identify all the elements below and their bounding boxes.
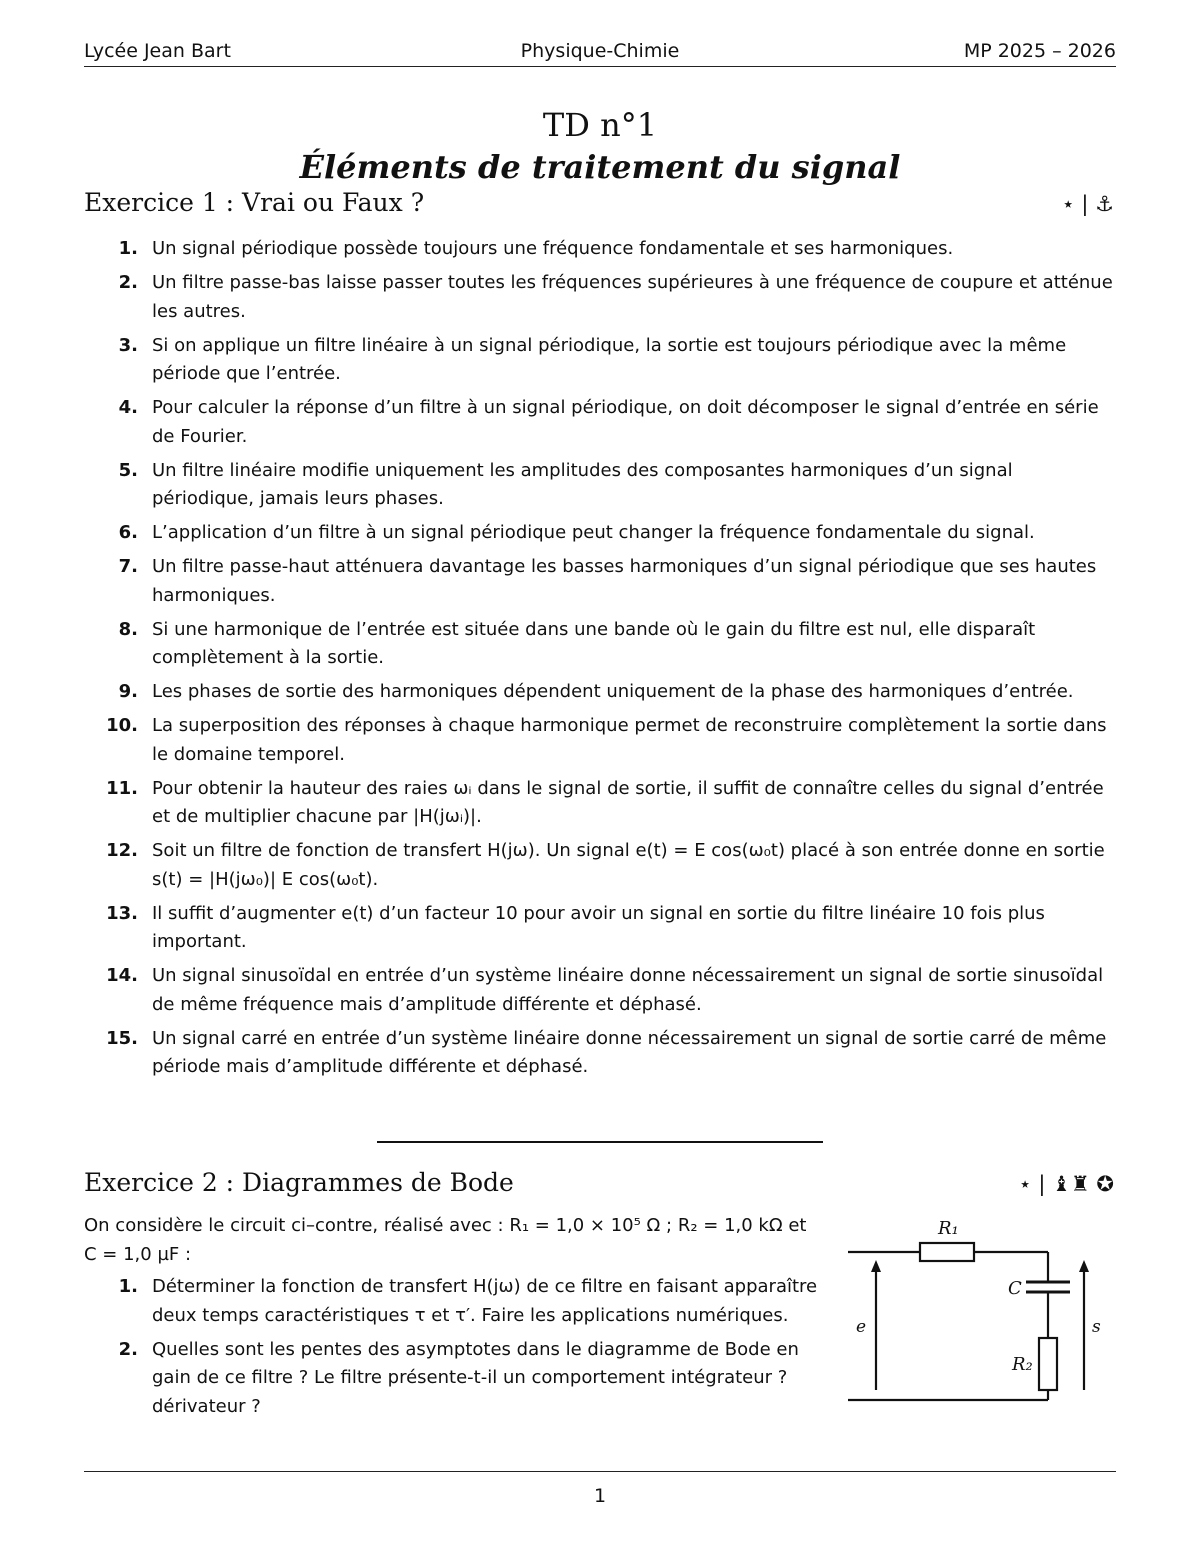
item-text: Un signal sinusoïdal en entrée d’un système linéaire donne nécessairement un signal de sortie sinusoïdal de même fréquence mais d’amplitude différente et déphasé.	[152, 965, 1104, 1015]
item-number: 11.	[106, 777, 138, 799]
item-text: Un filtre linéaire modifie uniquement les amplitudes des composantes harmoniques d’un signal périodique, jamais leurs phases.	[152, 459, 1013, 509]
page-header	[84, 40, 1116, 67]
header-school: Lycée Jean Bart	[84, 40, 231, 62]
list-item	[84, 394, 1118, 451]
list-item	[84, 519, 1118, 548]
exercise-1-title: Exercice 1 : Vrai ou Faux ?	[84, 188, 425, 217]
exercise-2-list	[84, 1273, 820, 1427]
list-item	[84, 900, 1118, 957]
item-text: L’application d’un filtre à un signal périodique peut changer la fréquence fondamentale du signal.	[152, 522, 1035, 543]
exercise-2-intro: On considère le circuit ci–contre, réalisé avec : R₁ = 1,0 × 10⁵ Ω ; R₂ = 1,0 kΩ et C = 1,0 µF :	[84, 1215, 807, 1265]
item-number: 10.	[106, 715, 138, 736]
item-number: 1.	[118, 1276, 138, 1297]
exercise-1-difficulty-icons: ⋆ | ⚓	[1061, 192, 1114, 216]
item-number: 4.	[118, 397, 138, 418]
section-separator	[377, 1141, 823, 1143]
item-number: 7.	[118, 556, 138, 577]
list-item	[84, 775, 1118, 832]
item-text: La superposition des réponses à chaque harmonique permet de reconstruire complètement la sortie dans le domaine temporel.	[152, 715, 1107, 765]
item-text: Un filtre passe-bas laisse passer toutes les fréquences supérieures à une fréquence de coupure et atténue les autres.	[152, 272, 1113, 322]
label-r2: R₂	[1012, 1354, 1033, 1375]
item-text: Quelles sont les pentes des asymptotes dans le diagramme de Bode en gain de ce filtre ? Le filtre présente-t-il un comportement intégrateur ? dérivateur ?	[152, 1338, 799, 1417]
list-item	[84, 457, 1118, 514]
list-item	[84, 712, 1118, 769]
item-number: 13.	[106, 902, 138, 924]
item-number: 5.	[118, 459, 138, 481]
item-number: 8.	[118, 618, 138, 640]
item-number: 12.	[106, 840, 138, 861]
item-number: 14.	[106, 965, 138, 986]
label-r1: R₁	[938, 1218, 959, 1239]
item-number: 3.	[118, 334, 138, 356]
label-c: C	[1008, 1278, 1022, 1299]
resistor-r2	[1039, 1338, 1057, 1390]
list-item	[84, 962, 1118, 1019]
list-item	[84, 553, 1118, 610]
rc-circuit-diagram	[840, 1210, 1110, 1410]
arrow-s-head	[1079, 1260, 1089, 1272]
item-text: Il suffit d’augmenter e(t) d’un facteur 10 pour avoir un signal en sortie du filtre linéaire 10 fois plus important.	[152, 902, 1045, 952]
list-item	[84, 235, 1118, 264]
item-text: Un signal carré en entrée d’un système linéaire donne nécessairement un signal de sortie carré de même période mais d’amplitude différente et déphasé.	[152, 1027, 1107, 1077]
item-text: Soit un filtre de fonction de transfert H(jω). Un signal e(t) = E cos(ω₀t) placé à son entrée donne en sortie s(t) = |H(jω₀)| E cos(ω₀t).	[152, 840, 1105, 890]
header-subject: Physique-Chimie	[520, 40, 680, 62]
item-number: 2.	[118, 272, 138, 293]
list-item	[84, 269, 1118, 326]
item-number: 1.	[118, 238, 138, 259]
list-item	[84, 332, 1118, 389]
list-item	[84, 837, 1118, 894]
header-year: MP 2025 – 2026	[963, 40, 1116, 62]
item-text: Un filtre passe-haut atténuera davantage les basses harmoniques d’un signal périodique que ses hautes harmoniques.	[152, 556, 1097, 606]
item-text: Si on applique un filtre linéaire à un signal périodique, la sortie est toujours périodique avec la même période que l’entrée.	[152, 334, 1067, 384]
item-text: Si une harmonique de l’entrée est située dans une bande où le gain du filtre est nul, elle disparaît complètement à la sortie.	[152, 618, 1036, 668]
list-item	[84, 678, 1118, 707]
exercise-2-difficulty-icons: ⋆ | ♝♜ ✪	[1018, 1172, 1114, 1196]
footer-rule	[84, 1471, 1116, 1472]
item-text: Déterminer la fonction de transfert H(jω) de ce filtre en faisant apparaître deux temps caractéristiques τ et τ′. Faire les applications numériques.	[152, 1276, 818, 1326]
label-s: s	[1092, 1317, 1101, 1337]
item-number: 6.	[118, 522, 138, 543]
exercise-2-title: Exercice 2 : Diagrammes de Bode	[84, 1168, 514, 1197]
label-e: e	[856, 1317, 867, 1337]
td-title: Éléments de traitement du signal	[299, 148, 901, 186]
list-item	[84, 1336, 820, 1422]
item-text: Pour obtenir la hauteur des raies ωᵢ dans le signal de sortie, il suffit de connaître celles du signal d’entrée et de multiplier chacune par |H(jωᵢ)|.	[152, 777, 1104, 827]
list-item	[84, 1025, 1118, 1082]
list-item	[84, 616, 1118, 673]
list-item	[84, 1273, 820, 1330]
td-number: TD n°1	[542, 106, 658, 144]
exercise-1-list	[84, 235, 1118, 1087]
item-text: Les phases de sortie des harmoniques dépendent uniquement de la phase des harmoniques d’entrée.	[152, 681, 1074, 702]
item-text: Pour calculer la réponse d’un filtre à un signal périodique, on doit décomposer le signal d’entrée en série de Fourier.	[152, 397, 1099, 447]
item-number: 15.	[106, 1027, 138, 1049]
resistor-r1	[920, 1243, 974, 1261]
item-number: 2.	[118, 1338, 138, 1360]
arrow-e-head	[871, 1260, 881, 1272]
page-number: 1	[593, 1485, 607, 1507]
item-number: 9.	[118, 681, 138, 702]
item-text: Un signal périodique possède toujours une fréquence fondamentale et ses harmoniques.	[152, 238, 954, 259]
